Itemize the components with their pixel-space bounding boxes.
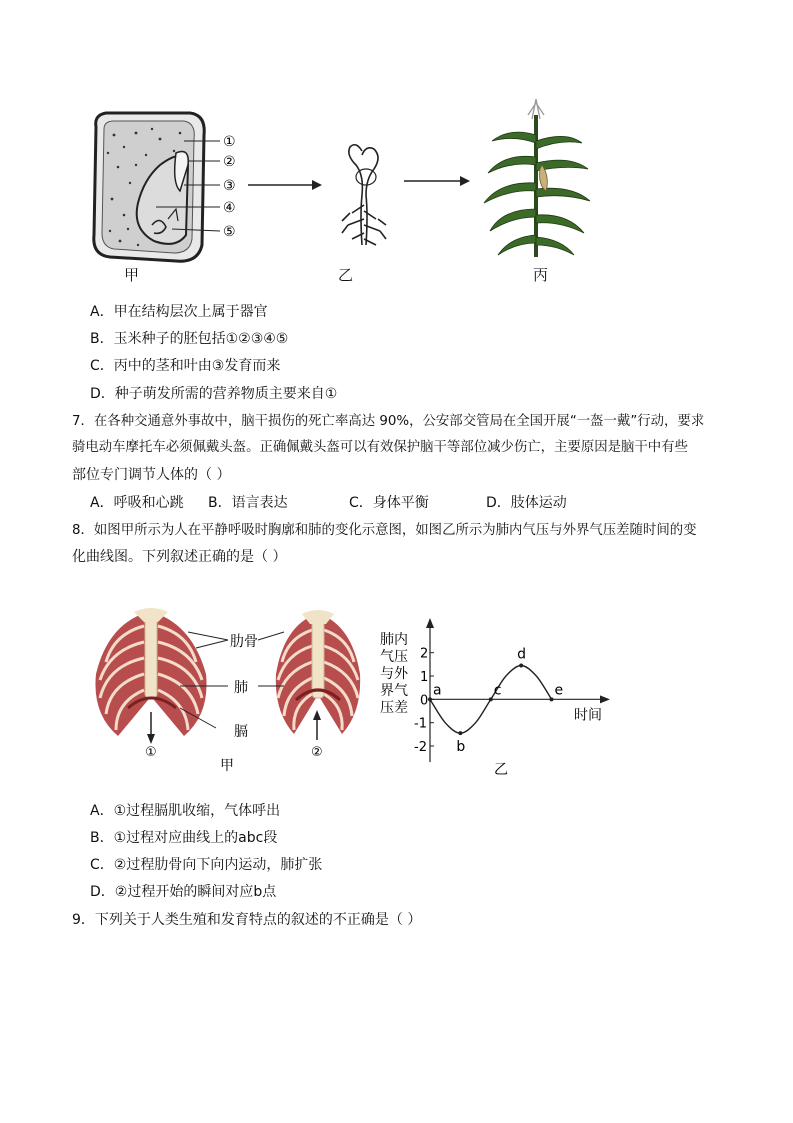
chart-ylabel	[380, 631, 409, 716]
chart-ylabel-line: 压差	[380, 700, 408, 716]
pressure-chart	[378, 612, 614, 777]
curve-point-label-c: c	[493, 682, 502, 699]
y-tick-label: 0	[420, 693, 429, 709]
seed-label-2: ②	[223, 154, 236, 170]
q7-stem-line1: 7．在各种交通意外事故中，脑干损伤的死亡率高达 90%，公安部交管局在全国开展“一盔一戴”行动，要求	[72, 414, 705, 429]
q7-option-c: C．身体平衡	[349, 495, 429, 511]
figure-corn-development	[80, 95, 600, 290]
y-tick-label: 1	[420, 670, 429, 685]
figure-ribcage	[88, 604, 378, 774]
q7-option-d: D．肢体运动	[486, 495, 567, 511]
curve-point-label-b: b	[456, 739, 466, 756]
seed-label-4: ④	[223, 200, 236, 216]
chart-caption: 乙	[494, 762, 508, 777]
q8-stem-line1: 8．如图甲所示为人在平静呼吸时胸廓和肺的变化示意图，如图乙所示为肺内气压与外界气压差随时间的变	[72, 523, 697, 538]
q6-option-d: D．种子萌发所需的营养物质主要来自①	[90, 386, 338, 402]
chart-ylabel-line: 与外	[380, 666, 408, 682]
label-diaphragm: 膈	[234, 724, 248, 740]
ribcage-exhale-illustration	[276, 610, 360, 740]
caption-fig-jia: 甲	[220, 758, 234, 774]
curve-point-b	[458, 731, 462, 735]
y-axis-arrow-icon	[426, 618, 434, 628]
chart-ylabel-line: 界气	[380, 683, 408, 699]
caption-bing: 丙	[533, 266, 549, 284]
arrow-icon	[248, 180, 322, 190]
x-axis-arrow-icon	[600, 695, 610, 703]
seed-label-1: ①	[223, 134, 236, 150]
label-lung: 肺	[234, 680, 248, 696]
curve-point-label-a: a	[433, 682, 442, 699]
curve-point-d	[519, 664, 523, 668]
process-label-1: ①	[145, 745, 157, 760]
curve-point-e	[550, 697, 554, 701]
caption-jia: 甲	[124, 266, 140, 284]
ribcage-inhale-illustration	[95, 608, 206, 744]
q8-option-c: C．②过程肋骨向下向内运动，肺扩张	[90, 857, 323, 873]
arrow-icon	[404, 176, 470, 186]
seed-label-5: ⑤	[223, 224, 236, 240]
q8-option-a: A．①过程膈肌收缩，气体呼出	[90, 803, 281, 819]
chart-xlabel: 时间	[574, 707, 602, 724]
corn-seed-illustration	[94, 113, 236, 261]
q8-option-d: D．②过程开始的瞬间对应b点	[90, 884, 277, 900]
q7-option-a: A．呼吸和心跳	[90, 495, 184, 511]
caption-yi: 乙	[338, 266, 354, 284]
chart-ylabel-line: 气压	[380, 649, 408, 665]
seed-label-3: ③	[223, 178, 236, 194]
curve-point-a	[428, 697, 432, 701]
q6-option-c: C．丙中的茎和叶由③发育而来	[90, 358, 281, 374]
y-tick-label: -1	[414, 716, 427, 732]
q9-stem: 9．下列关于人类生殖和发育特点的叙述的不正确是（ ）	[72, 912, 422, 928]
q7-stem-line2: 骑电动车摩托车必须佩戴头盔。正确佩戴头盔可以有效保护脑干等部位减少伤亡，主要原因是脑干中有些	[72, 440, 688, 455]
q6-option-a: A．甲在结构层次上属于器官	[90, 304, 268, 320]
seedling-illustration	[342, 145, 386, 245]
q7-stem-line3: 部位专门调节人体的（ ）	[72, 467, 231, 483]
corn-plant-illustration	[484, 99, 590, 257]
y-tick-label: 2	[420, 646, 429, 662]
q8-option-b: B．①过程对应曲线上的abc段	[90, 830, 278, 846]
process-label-2: ②	[311, 745, 323, 760]
curve-point-label-d: d	[517, 646, 527, 663]
label-rib: 肋骨	[230, 634, 258, 650]
q8-stem-line2: 化曲线图。下列叙述正确的是（ ）	[72, 549, 287, 565]
q6-option-b: B．玉米种子的胚包括①②③④⑤	[90, 331, 289, 347]
q7-option-b: B．语言表达	[208, 495, 288, 511]
y-tick-label: -2	[414, 740, 427, 755]
chart-ylabel-line: 肺内	[380, 632, 408, 648]
curve-point-label-e: e	[554, 682, 564, 699]
curve-point-c	[489, 697, 493, 701]
